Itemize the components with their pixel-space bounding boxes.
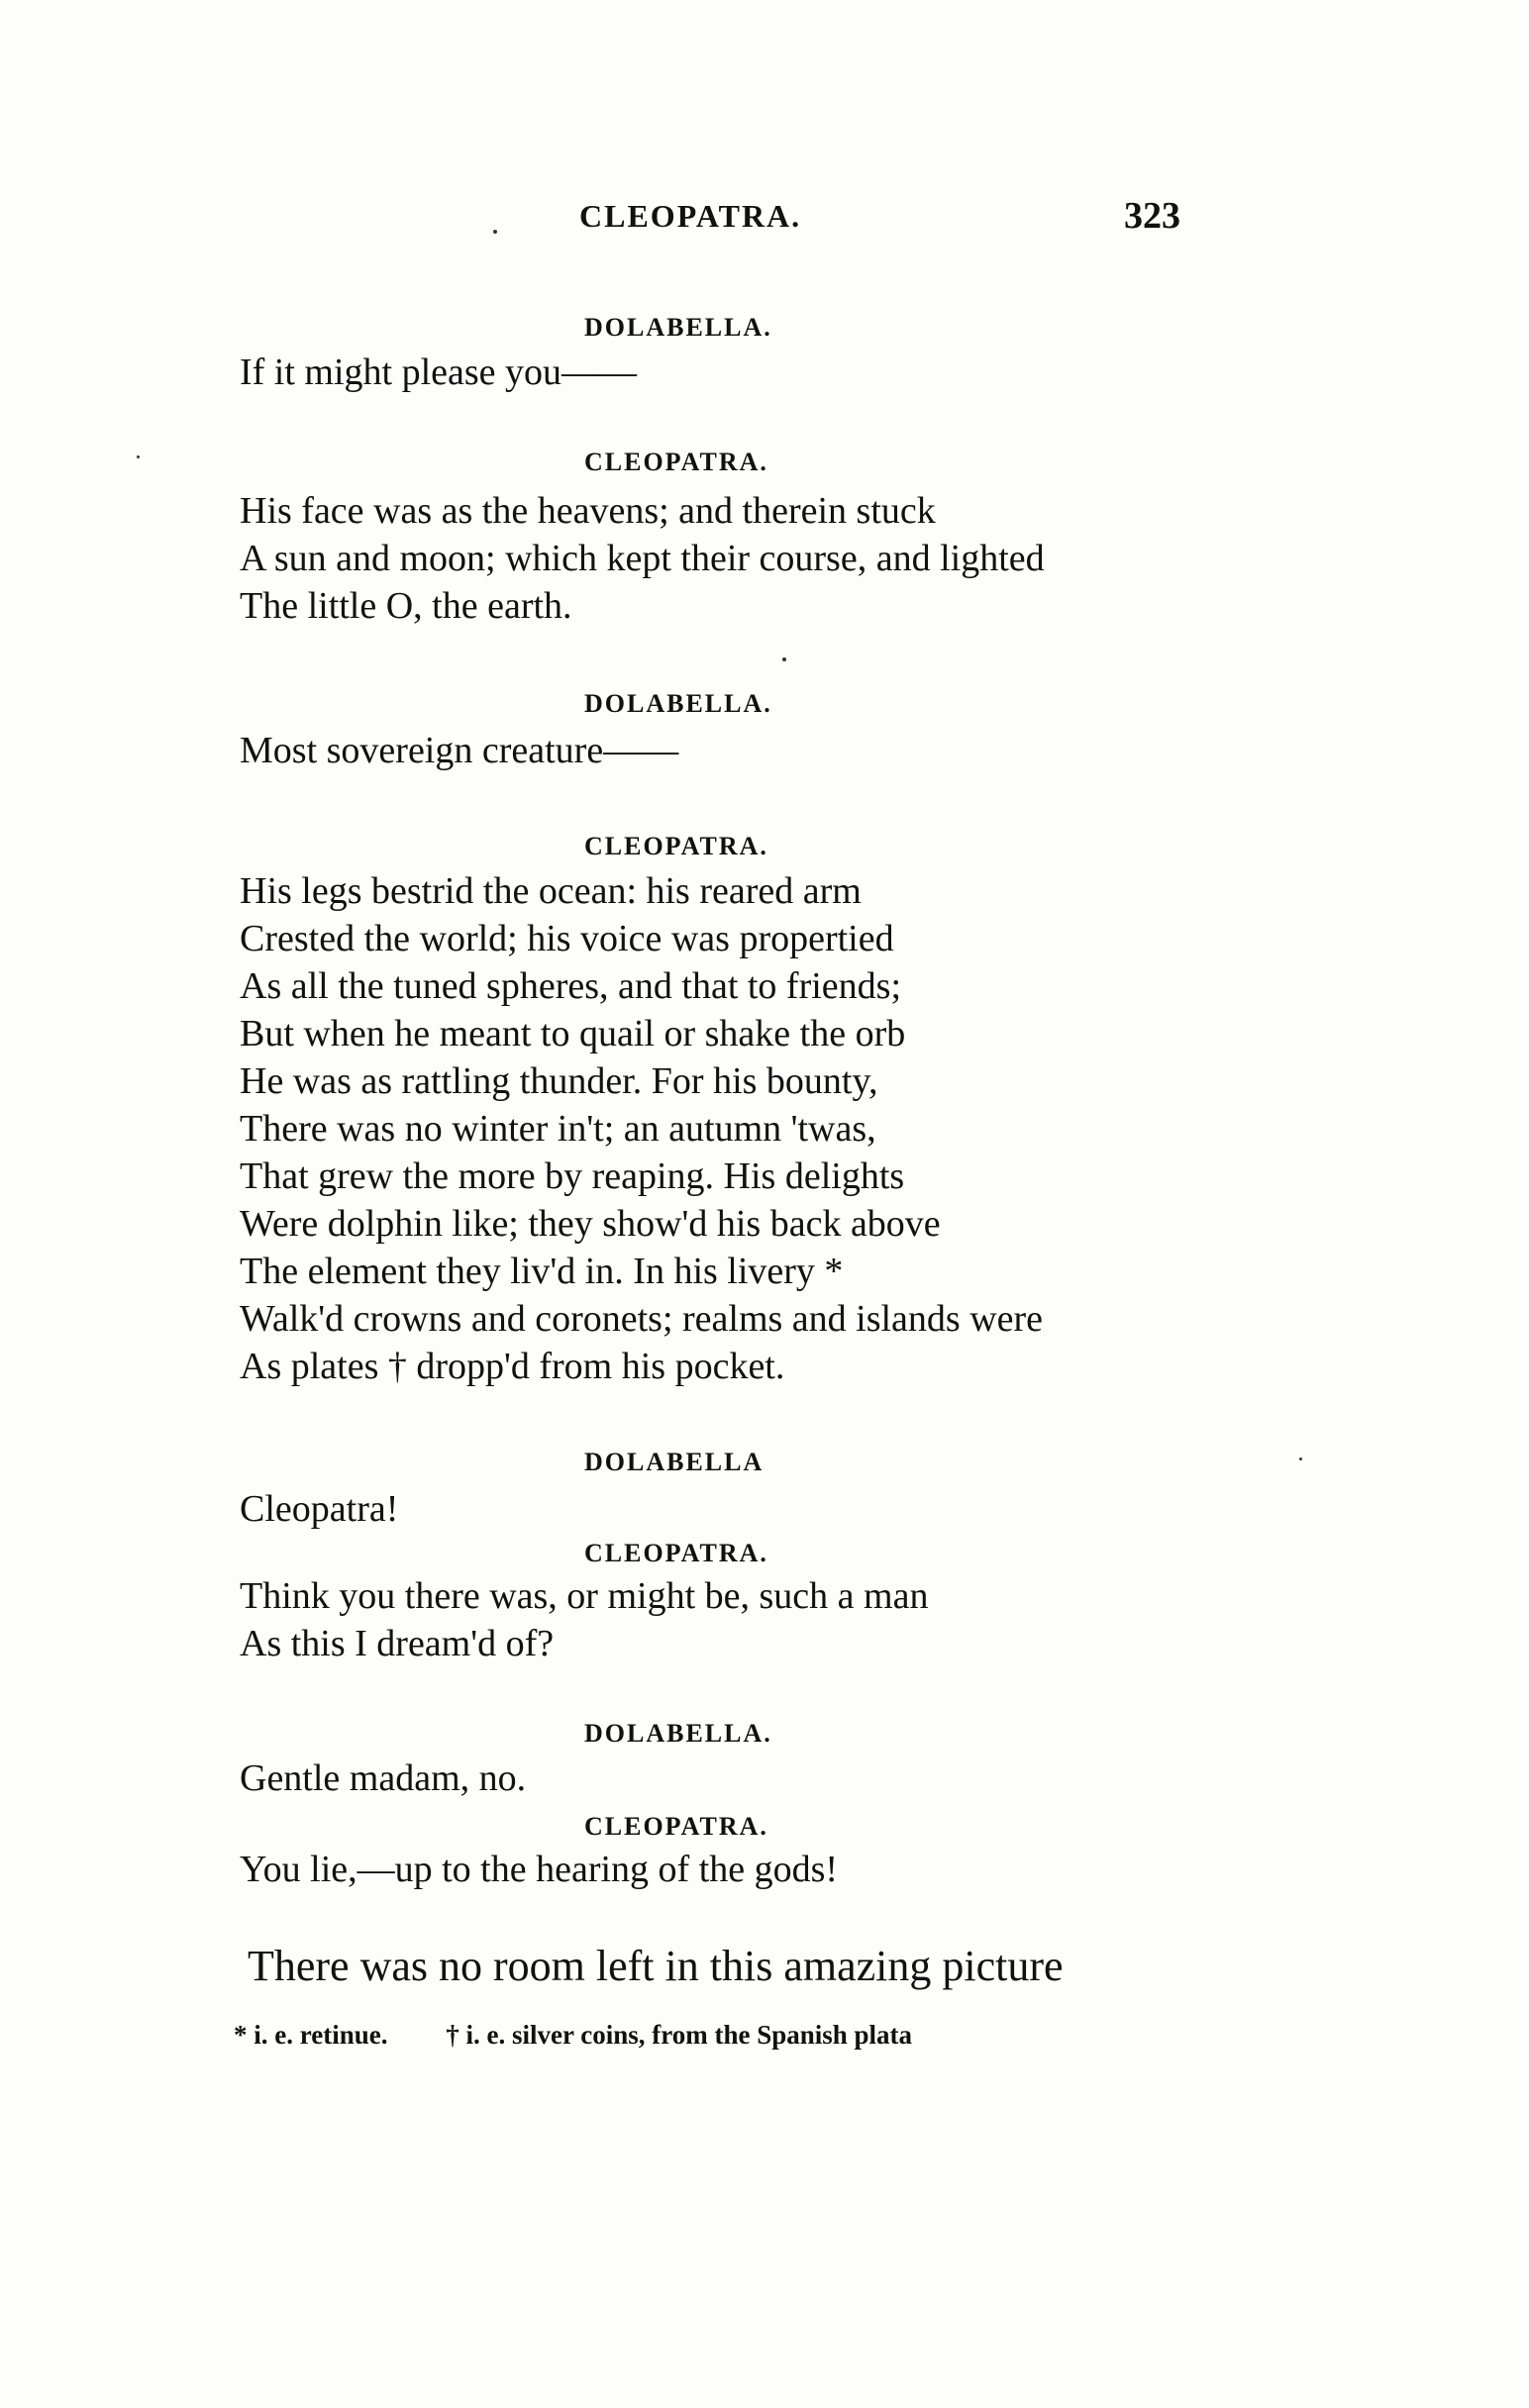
verse-line: As this I dream'd of? (240, 1623, 555, 1664)
speaker-heading: CLEOPATRA. (584, 1812, 768, 1841)
verse-line: A sun and moon; which kept their course, and lighted (240, 538, 1045, 579)
footnote-silver-coins: † i. e. silver coins, from the Spanish plata (446, 2020, 913, 2050)
speaker-heading: DOLABELLA. (584, 313, 772, 342)
verse-line: The element they liv'd in. In his livery * (240, 1251, 844, 1292)
speaker-heading: CLEOPATRA. (584, 448, 768, 476)
print-speck (493, 230, 497, 234)
page-number: 323 (1124, 195, 1180, 237)
verse-line: As plates † dropp'd from his pocket. (240, 1346, 785, 1387)
speaker-heading: DOLABELLA. (584, 1719, 772, 1748)
verse-line: Most sovereign creature—— (240, 730, 679, 771)
verse-line: His legs bestrid the ocean: his reared arm (240, 870, 862, 912)
verse-line: Crested the world; his voice was propertied (240, 918, 894, 959)
verse-line: Cleopatra! (240, 1488, 399, 1530)
verse-line: Think you there was, or might be, such a man (240, 1575, 929, 1617)
footnotes (234, 2020, 1224, 2051)
print-speck (1299, 1457, 1302, 1460)
verse-line: Gentle madam, no. (240, 1757, 527, 1799)
speaker-heading: DOLABELLA. (584, 689, 772, 718)
footnote-retinue: * i. e. retinue. (234, 2020, 388, 2050)
verse-line: Were dolphin like; they show'd his back above (240, 1203, 941, 1245)
print-speck (137, 455, 140, 458)
verse-line: You lie,—up to the hearing of the gods! (240, 1849, 839, 1890)
verse-line: That grew the more by reaping. His delights (240, 1155, 905, 1197)
verse-line: The little O, the earth. (240, 585, 572, 627)
speaker-heading: CLEOPATRA. (584, 1539, 768, 1567)
speaker-heading: CLEOPATRA. (584, 832, 768, 860)
verse-line: Walk'd crowns and coronets; realms and islands were (240, 1298, 1044, 1340)
verse-line: There was no winter in't; an autumn 'twas, (240, 1108, 876, 1150)
verse-line: He was as rattling thunder. For his bounty, (240, 1060, 878, 1102)
running-title: CLEOPATRA. (579, 198, 802, 234)
page-header (0, 195, 1529, 257)
speaker-heading: DOLABELLA (584, 1448, 764, 1476)
closing-line: There was no room left in this amazing picture (248, 1942, 1064, 1990)
verse-line: His face was as the heavens; and therein stuck (240, 490, 936, 532)
verse-line: But when he meant to quail or shake the orb (240, 1013, 906, 1054)
verse-line: As all the tuned spheres, and that to friends; (240, 965, 902, 1007)
print-speck (782, 657, 786, 661)
verse-line: If it might please you—— (240, 351, 638, 393)
